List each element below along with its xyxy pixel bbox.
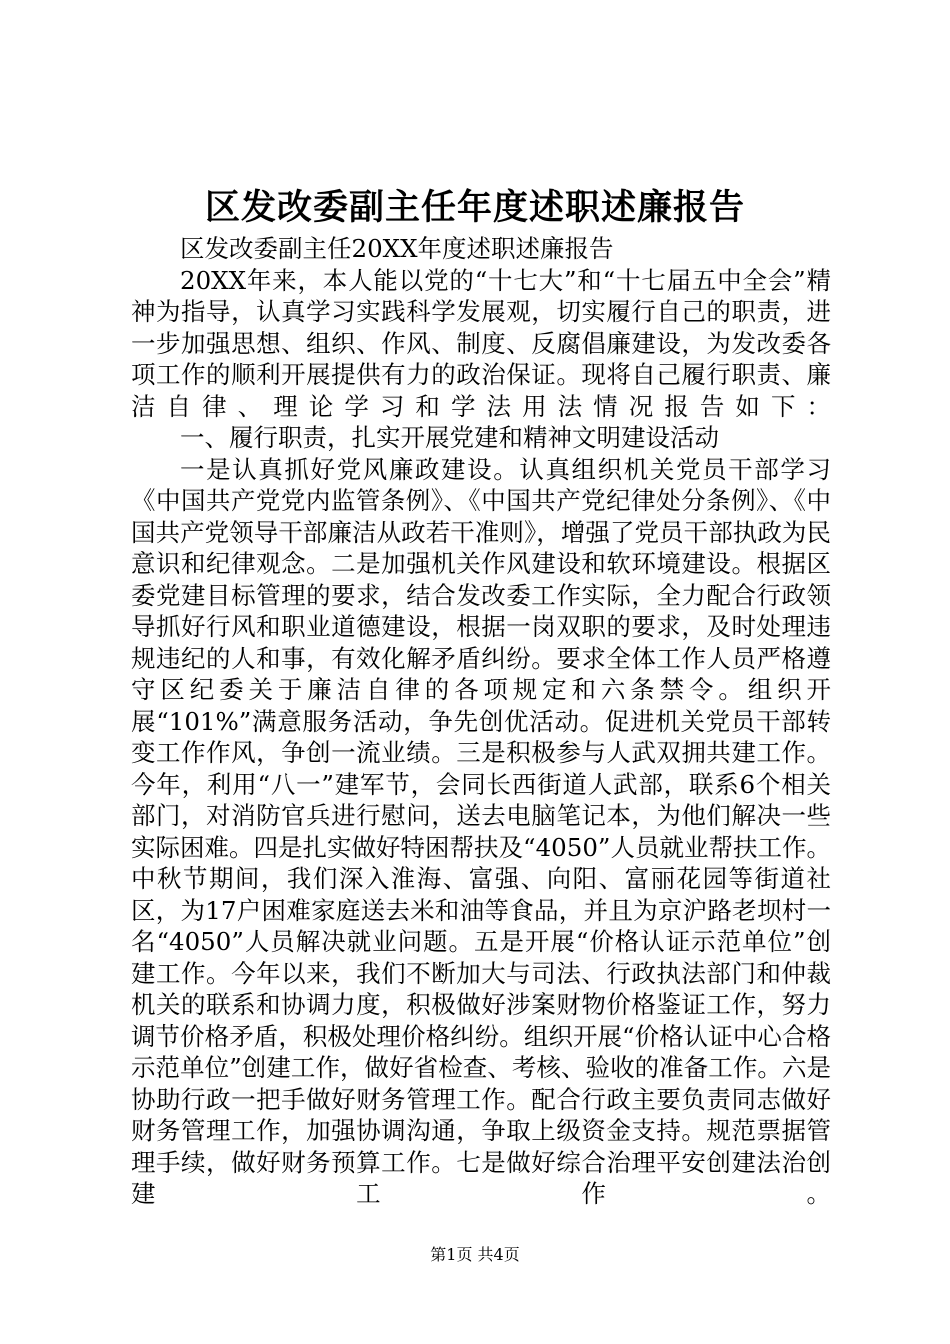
document-body (131, 233, 831, 1210)
document-title: 区发改委副主任年度述职述廉报告 (204, 187, 745, 228)
body-paragraph: 一是认真抓好党风廉政建设。认真组织机关党员干部学习《中国共产党党内监管条例》、《中国共产党纪律处分条例》、《中国共产党领导干部廉洁从政若干准则》，增强了党员干部执政为民意识和纪律观念。二是加强机关作风建设和软环境建设。根据区委党建目标管理的要求，结合发改委工作实际，全力配合行政领导抓好行风和职业道德建设，根据一岗双职的要求，及时处理违规违纪的人和事，有效化解矛盾纠纷。要求全体工作人员严格遵守区纪委关于廉洁自律的各项规定和六条禁令。组织开展“101%”满意服务活动，争先创优活动。促进机关党员干部转变工作作风，争创一流业绩。三是积极参与人武双拥共建工作。今年，利用“八一”建军节，会同长西街道人武部，联系6个相关部门，对消防官兵进行慰问，送去电脑笔记本，为他们解决一些实际困难。四是扎实做好特困帮扶及“4050”人员就业帮扶工作。中秋节期间，我们深入淮海、富强、向阳、富丽花园等街道社区，为17户困难家庭送去米和油等食品，并且为京沪路老坝村一名“4050”人员解决就业问题。五是开展“价格认证示范单位”创建工作。今年以来，我们不断加大与司法、行政执法部门和仲裁机关的联系和协调力度，积极做好涉案财物价格鉴证工作，努力调节价格矛盾，积极处理价格纠纷。组织开展“价格认证中心合格示范单位”创建工作，做好省检查、考核、验收的准备工作。六是协助行政一把手做好财务管理工作。配合行政主要负责同志做好财务管理工作，加强协调沟通，争取上级资金支持。规范票据管理手续，做好财务预算工作。七是做好综合治理平安创建法治创建工作。 (131, 454, 831, 1208)
subtitle-paragraph: 区发改委副主任20XX年度述职述廉报告 (180, 234, 614, 263)
intro-paragraph: 20XX年来，本人能以党的“十七大”和“十七届五中全会”精神为指导，认真学习实践科学发展观，切实履行自己的职责，进一步加强思想、组织、作风、制度、反腐倡廉建设，为发改委各项工作的顺利开展提供有力的政治保证。现将自己履行职责、廉洁自律、理论学习和学法用法情况报告如下： (131, 265, 831, 421)
page-number-footer: 第1页 共4页 (430, 1245, 520, 1264)
section-heading: 一、履行职责，扎实开展党建和精神文明建设活动 (180, 423, 719, 452)
